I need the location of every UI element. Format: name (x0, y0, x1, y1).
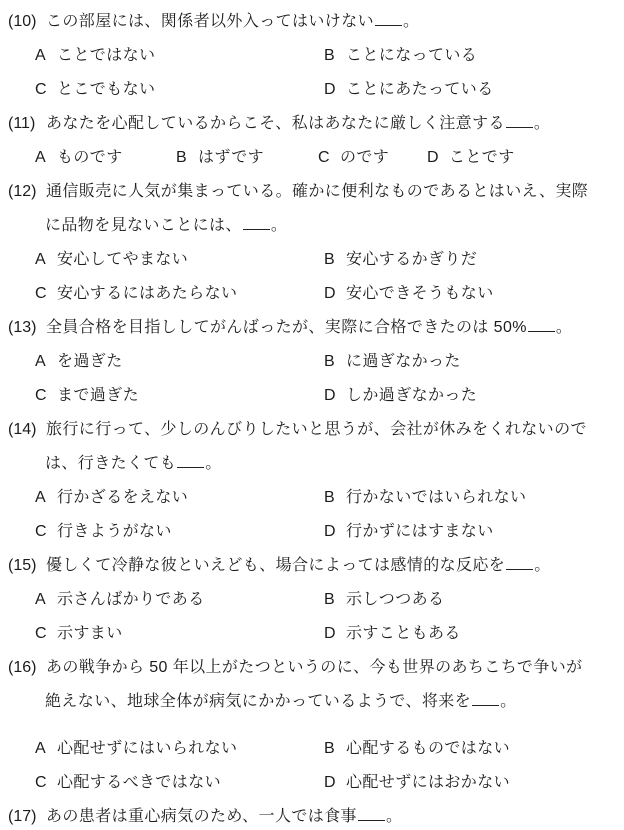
option-label: C (318, 149, 330, 166)
question-text: 通信販売に人気が集まっている。確かに便利なものであるとはいえ、実際 (46, 183, 589, 200)
question-first-line (8, 5, 616, 39)
question-number: (15) (8, 557, 37, 574)
option-text: しか過ぎなかった (346, 387, 478, 404)
options-group (35, 583, 616, 651)
question-block (8, 5, 616, 107)
option-label: D (427, 149, 439, 166)
question-text: あなたを心配しているからこそ、私はあなたに厳しく注意する (46, 115, 505, 132)
option-label: B (324, 489, 336, 506)
option-label: A (35, 251, 47, 268)
question-first-line (8, 413, 616, 447)
question-period: 。 (555, 319, 573, 336)
option-text: 示すこともある (346, 625, 461, 642)
option-d (324, 379, 616, 413)
option-label: C (35, 387, 47, 404)
option-label: C (35, 774, 47, 791)
question-first-line (8, 800, 616, 830)
option-label: C (35, 285, 47, 302)
option-label: B (324, 591, 336, 608)
question-period: 。 (403, 13, 420, 30)
option-b (324, 732, 616, 766)
option-d (427, 141, 515, 175)
option-d (324, 617, 616, 651)
option-text: 行かざるをえない (57, 489, 189, 506)
question-first-line (8, 549, 616, 583)
option-text: のです (340, 149, 390, 166)
option-text: 示すまい (57, 625, 123, 642)
option-text: 安心してやまない (57, 251, 189, 268)
option-b (176, 141, 318, 175)
option-c (35, 766, 324, 800)
question-first-line (8, 651, 616, 685)
option-text: 示しつつある (346, 591, 445, 608)
question-first-line (8, 107, 616, 141)
question-text: この部屋には、関係者以外入ってはいけない (46, 13, 375, 30)
options-group (35, 732, 616, 800)
option-text: 行かずにはすまない (346, 523, 494, 540)
option-label: C (35, 625, 47, 642)
options-group (35, 39, 616, 107)
question-block (8, 311, 616, 413)
question-number: (10) (8, 13, 37, 30)
question-text: に品物を見ないことには、 (45, 217, 242, 234)
option-label: D (324, 81, 336, 98)
question-text: 旅行に行って、少しのんびりしたいと思うが、会社が休みをくれないので (46, 421, 587, 438)
option-label: B (324, 251, 336, 268)
question-continuation-line (8, 209, 616, 243)
option-label: A (35, 149, 47, 166)
option-label: D (324, 774, 336, 791)
option-c (35, 617, 324, 651)
option-text: ものです (57, 149, 123, 166)
option-text: 行きようがない (57, 523, 172, 540)
option-d (324, 73, 616, 107)
option-text: を過ぎた (57, 353, 123, 370)
option-d (324, 766, 616, 800)
option-text: ことになっている (346, 47, 478, 64)
question-continuation-line (8, 447, 616, 481)
option-text: ことではない (57, 47, 156, 64)
option-a (35, 243, 324, 277)
question-period: 。 (534, 557, 551, 574)
option-b (324, 39, 616, 73)
question-text: 絶えない、地球全体が病気にかかっているようで、将来を (45, 693, 472, 710)
question-block (8, 107, 616, 175)
option-a (35, 39, 324, 73)
question-text: あの患者は重心病気のため、一人では食事 (46, 808, 357, 825)
option-label: C (35, 81, 47, 98)
option-c (35, 379, 324, 413)
option-b (324, 583, 616, 617)
question-text: は、行きたくても (45, 455, 177, 472)
option-text: ことです (449, 149, 515, 166)
option-c (35, 515, 324, 549)
option-b (324, 345, 616, 379)
option-a (35, 583, 324, 617)
answer-blank (506, 118, 533, 128)
answer-blank (358, 811, 385, 821)
option-text: に過ぎなかった (346, 353, 461, 370)
option-a (35, 481, 324, 515)
answer-blank (528, 322, 555, 332)
question-continuation-line (8, 685, 616, 719)
question-block (8, 175, 616, 311)
option-text: 心配するべきではない (57, 774, 222, 791)
option-text: 安心するにはあたらない (57, 285, 238, 302)
option-text: まで過ぎた (57, 387, 140, 404)
option-a (35, 345, 324, 379)
option-label: A (35, 740, 47, 757)
option-text: とこでもない (57, 81, 156, 98)
option-c (318, 141, 427, 175)
option-label: B (324, 740, 336, 757)
option-text: 安心するかぎりだ (346, 251, 478, 268)
question-text: 優しくて冷静な彼といえども、場合によっては感情的な反応を (46, 557, 506, 574)
option-label: D (324, 387, 336, 404)
option-c (35, 73, 324, 107)
option-label: C (35, 523, 47, 540)
options-group (35, 243, 616, 311)
question-number: (12) (8, 183, 37, 200)
question-block (8, 651, 616, 800)
option-text: 安心できそうもない (346, 285, 494, 302)
question-first-line (8, 311, 616, 345)
options-group (35, 345, 616, 413)
question-text: あの戦争から 50 年以上がたつというのに、今も世界のあちこちで争いが (46, 659, 583, 676)
option-text: 心配せずにはいられない (57, 740, 238, 757)
option-label: D (324, 285, 336, 302)
option-label: B (324, 47, 336, 64)
question-number: (16) (8, 659, 37, 676)
option-a (35, 732, 324, 766)
question-period: 。 (205, 455, 222, 472)
option-label: B (176, 149, 188, 166)
question-number: (13) (8, 319, 37, 336)
option-label: A (35, 591, 47, 608)
option-label: A (35, 47, 47, 64)
question-number: (17) (8, 808, 37, 825)
option-text: 心配するものではない (346, 740, 511, 757)
options-group (35, 481, 616, 549)
question-first-line (8, 175, 616, 209)
question-block (8, 800, 616, 830)
options-group (35, 141, 616, 175)
option-d (324, 277, 616, 311)
answer-blank (472, 696, 499, 706)
question-period: 。 (533, 115, 551, 132)
option-text: 心配せずにはおかない (346, 774, 511, 791)
question-period: 。 (270, 217, 288, 234)
question-number: (14) (8, 421, 37, 438)
option-c (35, 277, 324, 311)
option-b (324, 481, 616, 515)
option-label: A (35, 353, 47, 370)
option-text: 示さんばかりである (57, 591, 205, 608)
option-label: D (324, 523, 336, 540)
question-block (8, 413, 616, 549)
option-b (324, 243, 616, 277)
question-block (8, 549, 616, 651)
option-label: D (324, 625, 336, 642)
option-a (35, 141, 176, 175)
option-text: 行かないではいられない (346, 489, 527, 506)
option-text: ことにあたっている (346, 81, 494, 98)
option-label: B (324, 353, 336, 370)
question-number: (11) (8, 115, 36, 132)
option-text: はずです (198, 149, 265, 166)
answer-blank (243, 220, 270, 230)
option-label: A (35, 489, 47, 506)
answer-blank (506, 560, 533, 570)
question-text: 全員合格を目指ししてがんばったが、実際に合格できたのは 50% (46, 319, 527, 336)
option-d (324, 515, 616, 549)
question-period: 。 (385, 808, 403, 825)
question-period: 。 (500, 693, 517, 710)
answer-blank (177, 458, 204, 468)
answer-blank (375, 16, 402, 26)
